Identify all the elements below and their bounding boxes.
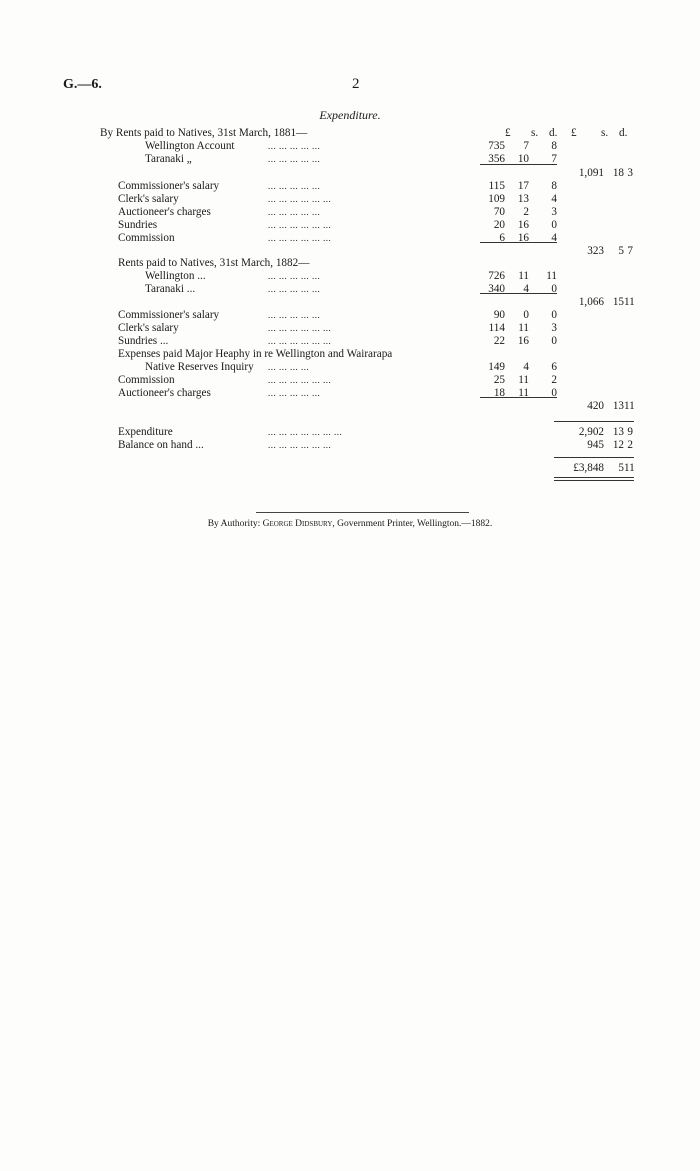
- col1-pounds: 70: [493, 206, 505, 218]
- row-label: Commissioner's salary: [118, 180, 220, 192]
- row-label: Wellington ...: [145, 270, 206, 282]
- col1-pounds: 115: [488, 180, 505, 192]
- leader-dots: ... ... ... ... ... ...: [268, 336, 332, 346]
- col1-pence: 4: [551, 193, 557, 205]
- leader-dots: ... ... ... ... ...: [268, 310, 321, 320]
- col1-pounds: 20: [493, 219, 505, 231]
- col1-pence: 8: [551, 140, 557, 152]
- row-label: Auctioneer's charges: [118, 206, 211, 218]
- row-label: Wellington Account: [145, 140, 235, 152]
- col2-pence: 3: [627, 167, 633, 179]
- leader-dots: ... ... ... ... ... ...: [268, 323, 332, 333]
- row-label: By Rents paid to Natives, 31st March, 1881—: [100, 127, 308, 139]
- col1-pence: 8: [551, 180, 557, 192]
- col1-pence: 6: [551, 361, 557, 373]
- col1-pence: 3: [551, 206, 557, 218]
- row-label: Clerk's salary: [118, 322, 179, 334]
- col2-pounds: 2,902: [578, 426, 604, 438]
- col1-pence: 0: [551, 283, 557, 295]
- col1-pence: 3: [551, 322, 557, 334]
- col1-pence: 4: [551, 232, 557, 244]
- col2-pounds: 1,066: [578, 296, 604, 308]
- col1-shillings: 2: [523, 206, 529, 218]
- col2-shillings: 5: [618, 462, 624, 474]
- col2-shillings: 13: [612, 426, 624, 438]
- col1-shillings: 11: [518, 387, 529, 399]
- double-rule-lower: [554, 480, 634, 481]
- col2-pounds: £3,848: [573, 462, 604, 474]
- col1-pence: 0: [551, 387, 557, 399]
- col1-shillings: 0: [523, 309, 529, 321]
- col1-shillings: 13: [517, 193, 529, 205]
- col2-pounds-header: £: [571, 127, 577, 139]
- col1-pence: 2: [551, 374, 557, 386]
- leader-dots: ... ... ... ... ... ...: [268, 220, 332, 230]
- col2-pence: 11: [624, 296, 635, 308]
- row-label: Taranaki „: [145, 153, 192, 165]
- col1-pounds: 149: [488, 361, 505, 373]
- col1-pence: 11: [546, 270, 557, 282]
- leader-dots: ... ... ... ...: [268, 362, 310, 372]
- row-label: Rents paid to Natives, 31st March, 1882—: [118, 257, 310, 269]
- col2-shillings: 5: [618, 245, 624, 257]
- subtotal-rule: [480, 242, 557, 243]
- col2-pence: 9: [627, 426, 633, 438]
- total-rule: [554, 457, 634, 458]
- row-label: Taranaki ...: [145, 283, 196, 295]
- col1-shillings: 11: [518, 374, 529, 386]
- imprint-suffix: , Government Printer, Wellington.—1882.: [332, 519, 493, 529]
- leader-dots: ... ... ... ... ... ...: [268, 375, 332, 385]
- leader-dots: ... ... ... ... ... ...: [268, 440, 332, 450]
- col1-pence: 0: [551, 219, 557, 231]
- row-label: Expenses paid Major Heaphy in re Wellington and Wairarapa: [118, 348, 393, 360]
- col2-pence: 11: [624, 400, 635, 412]
- col1-pounds: 109: [488, 193, 505, 205]
- imprint-separator: [256, 512, 469, 513]
- leader-dots: ... ... ... ... ...: [268, 388, 321, 398]
- col1-shillings: 16: [517, 335, 529, 347]
- document-reference: G.—6.: [63, 77, 102, 92]
- imprint-printer: George Didsbury: [262, 519, 333, 529]
- col1-shillings: 7: [523, 140, 529, 152]
- leader-dots: ... ... ... ... ... ...: [268, 233, 332, 243]
- col1-pounds: 340: [488, 283, 505, 295]
- col1-shillings: 11: [518, 322, 529, 334]
- total-rule: [554, 421, 634, 422]
- subtotal-rule: [480, 293, 557, 294]
- row-label: Sundries ...: [118, 335, 169, 347]
- col1-pence: 0: [551, 335, 557, 347]
- col1-shillings-header: s.: [531, 127, 539, 139]
- subtotal-rule: [480, 397, 557, 398]
- col1-pounds: 90: [493, 309, 505, 321]
- col1-pence: 0: [551, 309, 557, 321]
- leader-dots: ... ... ... ... ...: [268, 207, 321, 217]
- page-number: 2: [352, 76, 360, 92]
- col2-shillings: 13: [612, 400, 624, 412]
- col2-pounds: 945: [587, 439, 604, 451]
- col1-shillings: 10: [517, 153, 529, 165]
- imprint-prefix: By Authority:: [207, 519, 261, 529]
- col2-pence: 11: [624, 462, 635, 474]
- leader-dots: ... ... ... ... ...: [268, 271, 321, 281]
- col2-shillings: 18: [612, 167, 624, 179]
- col2-pounds: 323: [587, 245, 604, 257]
- col1-shillings: 4: [523, 283, 529, 295]
- row-label: Auctioneer's charges: [118, 387, 211, 399]
- col2-shillings: 12: [612, 439, 624, 451]
- row-label: Commission: [118, 232, 175, 244]
- col2-pence-header: d.: [619, 127, 628, 139]
- subtotal-rule: [480, 164, 557, 165]
- col2-shillings: 15: [612, 296, 624, 308]
- row-label: Sundries: [118, 219, 158, 231]
- col1-pounds: 6: [499, 232, 505, 244]
- col1-shillings: 16: [517, 232, 529, 244]
- col1-shillings: 16: [517, 219, 529, 231]
- col1-shillings: 11: [518, 270, 529, 282]
- col1-pounds: 18: [493, 387, 505, 399]
- leader-dots: ... ... ... ... ...: [268, 154, 321, 164]
- col1-shillings: 17: [517, 180, 529, 192]
- col1-pounds: 356: [488, 153, 505, 165]
- row-label: Expenditure: [118, 426, 173, 438]
- col1-pounds-header: £: [505, 127, 511, 139]
- row-label: Balance on hand ...: [118, 439, 204, 451]
- row-label: Clerk's salary: [118, 193, 179, 205]
- col2-pence: 7: [627, 245, 633, 257]
- leader-dots: ... ... ... ... ... ... ...: [268, 427, 343, 437]
- row-label: Commission: [118, 374, 175, 386]
- col1-pence-header: d.: [549, 127, 558, 139]
- col2-shillings-header: s.: [601, 127, 609, 139]
- col2-pounds: 1,091: [578, 167, 604, 179]
- section-heading: Expenditure.: [319, 108, 381, 122]
- leader-dots: ... ... ... ... ...: [268, 284, 321, 294]
- leader-dots: ... ... ... ... ...: [268, 181, 321, 191]
- row-label: Commissioner's salary: [118, 309, 220, 321]
- col2-pence: 2: [627, 439, 633, 451]
- imprint: [0, 519, 700, 529]
- col2-pounds: 420: [587, 400, 604, 412]
- col1-pounds: 25: [493, 374, 505, 386]
- leader-dots: ... ... ... ... ...: [268, 141, 321, 151]
- leader-dots: ... ... ... ... ... ...: [268, 194, 332, 204]
- col1-pence: 7: [551, 153, 557, 165]
- col1-pounds: 735: [488, 140, 505, 152]
- col1-pounds: 114: [488, 322, 505, 334]
- col1-pounds: 726: [488, 270, 505, 282]
- col1-shillings: 4: [523, 361, 529, 373]
- double-rule-upper: [554, 477, 634, 478]
- row-label: Native Reserves Inquiry: [145, 361, 254, 373]
- col1-pounds: 22: [493, 335, 505, 347]
